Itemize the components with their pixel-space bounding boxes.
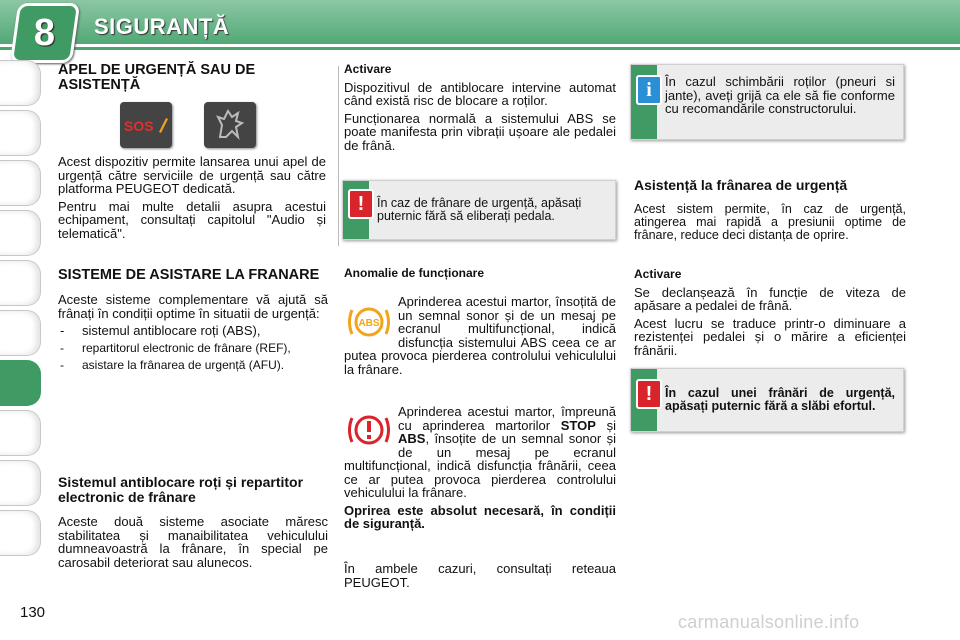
consult-dealer-text [344, 562, 616, 593]
abs-icon-label: ABS [358, 318, 380, 329]
subsection-title: Anomalie de funcționare [344, 266, 485, 280]
paragraph: Acest sistem permite, în caz de urgență, atingerea mai rapidă a presiunii optime de frânare, reduce deci distanța de oprire. [634, 202, 906, 242]
warning-icon: ! [348, 189, 374, 219]
stop-label: STOP [560, 417, 596, 433]
chapter-tab[interactable] [0, 110, 41, 156]
paragraph: În ambele cazuri, consultați reteaua PEUGEOT. [344, 561, 616, 590]
list-item: - repartitorul electronic de frânare (REF), [58, 342, 328, 356]
abs-activation-section [344, 63, 616, 156]
warning-note [630, 368, 904, 432]
paragraph: Acest dispozitiv permite lansarea unui apel de urgență către serviciile de urgență sau către platforma PEUGEOT dedicată. [58, 154, 326, 196]
info-note [630, 64, 904, 140]
text: Aprinderea acestui martor, împreună cu aprinderea martorilor [398, 404, 616, 433]
section-title: Asistență la frânarea de urgență [634, 177, 848, 193]
emergency-brake-assist-section [634, 178, 906, 246]
text: și [595, 417, 617, 433]
list-item: - sistemul antiblocare roți (ABS), [58, 324, 328, 338]
chapter-tab-active[interactable] [0, 360, 41, 406]
chapter-tab[interactable] [0, 460, 41, 506]
afu-activation-section [634, 268, 906, 361]
watermark: carmanualsonline.info [678, 612, 860, 632]
paragraph: Aceste două sisteme asociate măresc stabilitatea și manaibilitatea vehiculului dumneavoastră la frânare, în special pe carosabil deteriorat sau alunecos. [58, 514, 328, 570]
warning-icon: ! [636, 379, 662, 409]
subsection-title: Activare [634, 267, 682, 281]
chapter-tab[interactable] [0, 160, 41, 206]
stop-warning: Oprirea este absolut necesară, în condiții de siguranță. [344, 502, 616, 531]
systems-list [58, 324, 328, 373]
chapter-tab[interactable] [0, 310, 41, 356]
paragraph: Dispozitivul de antiblocare intervine automat când există risc de blocare a roților. [344, 79, 616, 108]
section-title: APEL DE URGENȚĂ SAU DE ASISTENȚĂ [58, 62, 256, 93]
chapter-badge [10, 3, 80, 63]
info-icon: i [636, 75, 662, 105]
brake-fault-text [344, 405, 616, 535]
sos-icon [120, 102, 172, 148]
warning-note [342, 180, 616, 240]
page-number: 130 [20, 604, 46, 621]
subsection-title: Activare [344, 62, 392, 76]
abs-label: ABS [398, 431, 426, 446]
paragraph: Pentru mai multe detalii asupra acestui echipament, consultați capitolul "Audio și telematică". [58, 198, 326, 241]
paragraph: Aprinderea acestui martor, însoțită de un semnal sonor și de un mesaj pe ecranul multifuncțional, indică disfuncția sistemului ABS ceea ce ar putea provoca pierderea controlului vehiculului la frânare. [344, 294, 616, 377]
lion-icon [204, 102, 256, 148]
emergency-call-text [58, 155, 326, 244]
malfunction-section [344, 267, 616, 281]
note-text: În cazul schimbării roților (pneuri si jante), aveți grijă ca ele să fie conforme cu recomandările constructorului. [665, 74, 895, 116]
emergency-call-section [58, 63, 328, 93]
section-title: SISTEME DE ASISTARE LA FRANARE [58, 267, 320, 283]
chapter-tab[interactable] [0, 510, 41, 556]
header-stripe [0, 44, 960, 47]
paragraph: Se declanșează în funcție de viteza de apăsare a pedalei de frână. [634, 284, 906, 313]
chapter-number: 8 [34, 11, 56, 54]
column-divider [338, 66, 339, 246]
paragraph: Acest lucru se traduce printr-o diminuare a rezistenței pedalei și o mărire a eficienței frânării. [634, 315, 906, 358]
note-text: În cazul unei frânări de urgență, apăsați puternic fără a slăbi efortul. [665, 386, 895, 413]
braking-assist-section [58, 268, 328, 377]
paragraph: Aceste sisteme complementare vă ajută să frânați în condiții optime în situatii de urgență: [58, 292, 328, 321]
section-title: Sistemul antiblocare roți și repartitor electronic de frânare [58, 474, 304, 505]
chapter-tab[interactable] [0, 410, 41, 456]
abs-ref-section [58, 475, 328, 573]
sos-label: SOS [124, 118, 154, 134]
text: , însoțite de un semnal sonor și de un mesaj pe ecranul multifuncțional, indică disfuncția frânării, ceea ce ar putea provoca pierderea controlului vehiculului la frânare. [344, 431, 616, 500]
page-title: SIGURANȚĂ [94, 14, 230, 39]
chapter-tab[interactable] [0, 210, 41, 256]
note-text: În caz de frânare de urgență, apăsați puternic fără să eliberați pedala. [377, 196, 582, 223]
chapter-tab[interactable] [0, 260, 41, 306]
list-item: - asistare la frânarea de urgență (AFU). [58, 359, 328, 373]
paragraph: Funcționarea normală a sistemului ABS se poate manifesta prin vibrații ușoare ale pedalei de frână. [344, 110, 616, 153]
abs-fault-text [344, 295, 616, 376]
chapter-tab[interactable] [0, 60, 41, 106]
